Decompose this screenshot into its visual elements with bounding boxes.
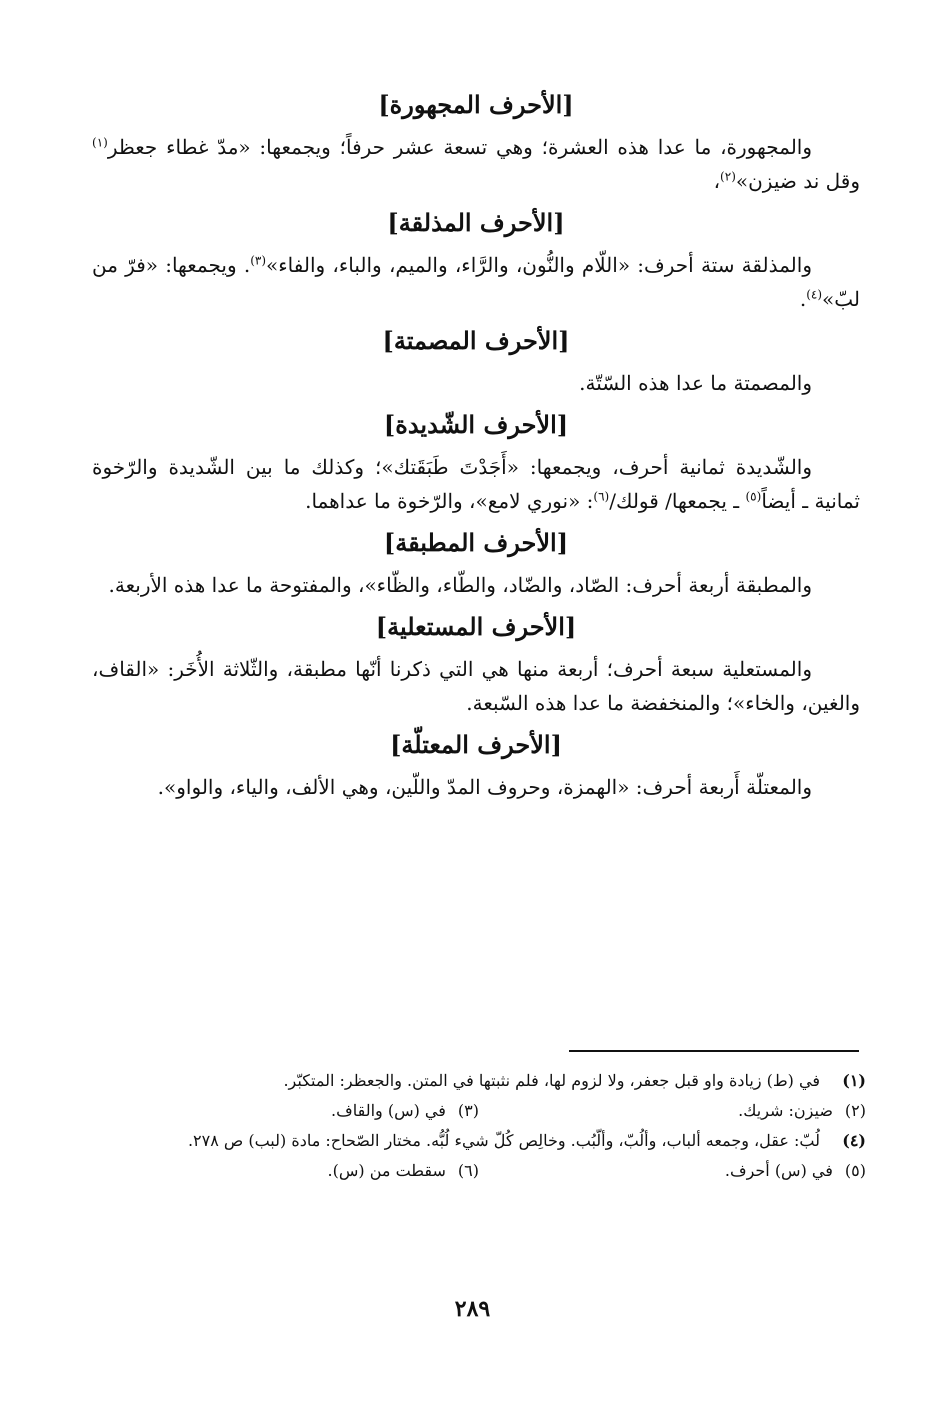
section-paragraph: والمطبقة أربعة أحرف: الصّاد، والضّاد، والطّاء، والظّاء»، والمفتوحة ما عدا هذه الأربعة. [108, 573, 812, 597]
section-heading: [الأحرف المطبقة] [383, 528, 569, 557]
footnote-divider [569, 1050, 859, 1052]
footnote-marker[interactable]: (٦) [593, 489, 610, 504]
section-paragraph: والشّديدة ثمانية أحرف، ويجمعها: «أَجَدْتَ طَبَقَتك»؛ وكذلك ما بين الشّديدة والرّخوة ثمانية ـ أيضاً$^{(٥)}$ ـ يجمعها/ قولك/$^{(٦)}$: «نوري لامع»، والرّخوة ما عداهما. [92, 455, 860, 513]
footnote-text: لُبّ: عقل، وجمعه ألباب، وألُبّ، وألّبُب. وخالِص كُلّ شيء لُبُّه. مختار الصّحاح: مادة (لبب) ص ٢٧٨. [187, 1131, 820, 1150]
section-shadida [92, 408, 860, 518]
footnote-text: في (ط) زيادة واو قبل جعفر، ولا لزوم لها، فلم نثبتها في المتن. والجعظر: المتكبّر. [283, 1071, 820, 1090]
footnote-number: (٣) [457, 1101, 479, 1120]
section-mudhlaqa [92, 206, 860, 316]
footnote-row [92, 1098, 866, 1124]
section-musmata [92, 324, 860, 400]
footnote-2 [479, 1098, 866, 1124]
section-paragraph: والمذلقة ستة أحرف: «اللّام والنُّون، والرَّاء، والميم، والباء، والفاء»$^{(٣)}$. ويجمعها: «فرّ من لبّ»$^{(٤)}$. [92, 253, 860, 311]
section-heading: [الأحرف المعتلّة] [390, 730, 562, 759]
main-text [92, 88, 860, 812]
footnote-marker[interactable]: (٢) [720, 169, 736, 184]
footnote-number: (٥) [844, 1161, 866, 1180]
section-heading: [الأحرف المستعلية] [375, 612, 577, 641]
footnote-row [92, 1158, 866, 1184]
footnote-marker[interactable]: (٥) [745, 489, 762, 504]
footnote-marker[interactable]: (٤) [806, 287, 823, 302]
section-majhura [92, 88, 860, 198]
footnote-5 [479, 1158, 866, 1184]
section-heading: [الأحرف المجهورة] [378, 90, 574, 119]
footnote-number: (٢) [844, 1101, 866, 1120]
section-paragraph: والمعتلّة أَربعة أحرف: «الهمزة، وحروف المدّ واللّين، وهي الألف، والياء، والواو». [157, 775, 812, 799]
footnote-text: سقطت من (س). [327, 1161, 446, 1180]
section-paragraph: والمستعلية سبعة أحرف؛ أربعة منها هي التي ذكرنا أنّها مطبقة، والثّلاثة الأُخَر: «القاف، والغين، والخاء»؛ والمنخفضة ما عدا هذه السّبعة. [92, 657, 860, 715]
section-mustaliya [92, 610, 860, 720]
page-number: ٢٨٩ [454, 1296, 491, 1322]
footnote-number: (٦) [457, 1161, 479, 1180]
footnote-text: في (س) أحرف. [724, 1161, 833, 1180]
section-mutalla [92, 728, 860, 804]
footnote-3 [92, 1098, 479, 1124]
footnote-6 [92, 1158, 479, 1184]
section-paragraph: والمصمتة ما عدا هذه السّتّة. [579, 371, 812, 395]
section-heading: [الأحرف المصمتة] [382, 326, 570, 355]
footnote-number: (١) [842, 1071, 866, 1090]
section-mutbaqa [92, 526, 860, 602]
section-heading: [الأحرف الشّديدة] [383, 410, 569, 439]
footnote-marker[interactable]: (١) [92, 135, 108, 150]
footnote-text: في (س) والقاف. [331, 1101, 446, 1120]
footnote-4 [92, 1128, 866, 1154]
footnote-number: (٤) [842, 1131, 866, 1150]
footnote-marker[interactable]: (٣) [250, 253, 267, 268]
footnotes [92, 1068, 866, 1188]
footnote-1 [92, 1068, 866, 1094]
section-heading: [الأحرف المذلقة] [387, 208, 565, 237]
footnote-text: ضيزن: شريك. [738, 1101, 833, 1120]
section-paragraph: والمجهورة، ما عدا هذه العشرة؛ وهي تسعة عشر حرفاً؛ ويجمعها: «مدّ غطاء جعظر$^{(١)}$ وقل ند ضيزن»$^{(٢)}$، [92, 135, 860, 193]
